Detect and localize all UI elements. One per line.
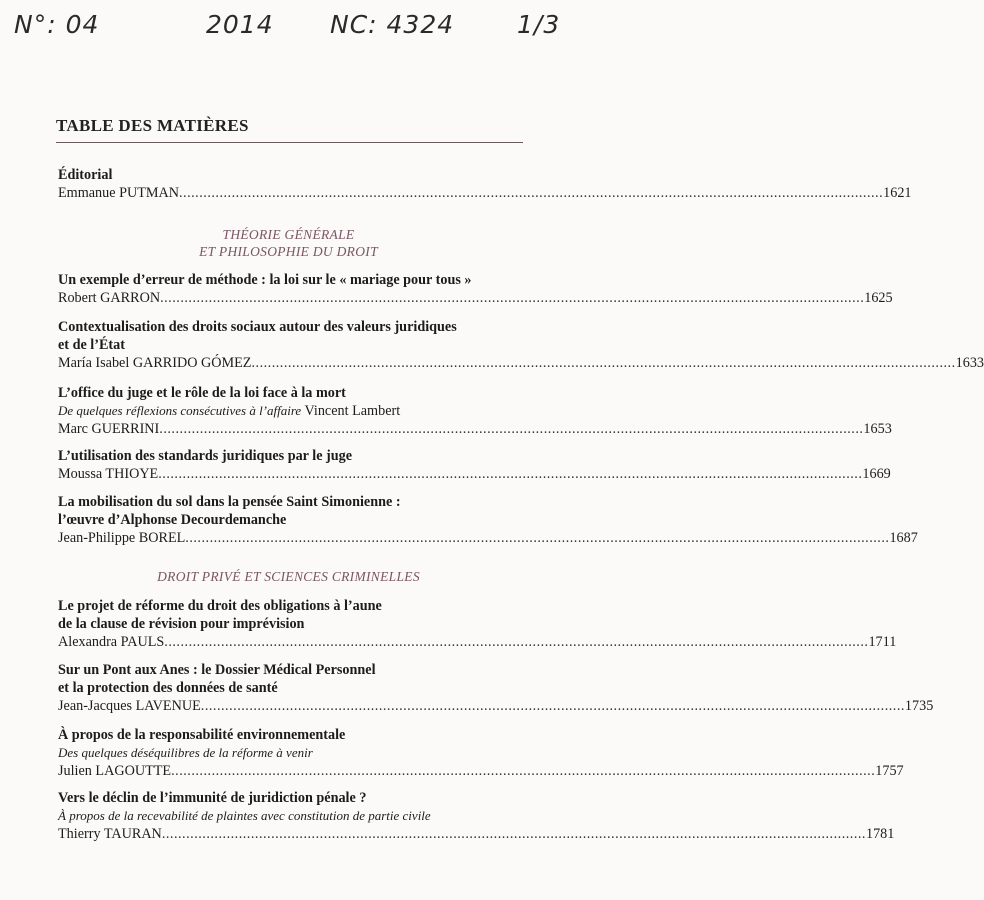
entry-title: L’office du juge et le rôle de la loi face à la mort bbox=[58, 385, 346, 401]
entry-page: 1781 bbox=[865, 826, 895, 842]
handwritten-year: 2014 bbox=[206, 10, 274, 39]
toc-entry bbox=[58, 493, 918, 547]
toc-entry bbox=[58, 384, 892, 438]
entry-author: Jean-Jacques LAVENUE bbox=[58, 698, 201, 714]
dot-leader: .............................................................................................................................................................................. bbox=[185, 530, 890, 546]
toc-entry bbox=[58, 789, 895, 843]
dot-leader: .............................................................................................................................................................................. bbox=[171, 763, 876, 779]
entry-title: Le projet de réforme du droit des obligations à l’aune bbox=[58, 598, 382, 614]
entry-title: Éditorial bbox=[58, 167, 113, 183]
handwritten-code: NC: 4324 bbox=[330, 10, 455, 39]
entry-author-line bbox=[58, 420, 892, 438]
dot-leader: .............................................................................................................................................................................. bbox=[164, 634, 869, 650]
entry-subtitle-tail: Vincent Lambert bbox=[301, 403, 401, 419]
entry-title: de la clause de révision pour imprévision bbox=[58, 616, 305, 632]
entry-author-line bbox=[58, 633, 897, 651]
dot-leader: .............................................................................................................................................................................. bbox=[200, 698, 905, 714]
entry-title: La mobilisation du sol dans la pensée Saint Simonienne : bbox=[58, 494, 401, 510]
entry-author: Jean-Philippe BOREL bbox=[58, 530, 186, 546]
dot-leader: .............................................................................................................................................................................. bbox=[161, 826, 866, 842]
entry-page: 1653 bbox=[863, 421, 892, 437]
entry-author: María Isabel GARRIDO GÓMEZ bbox=[58, 355, 252, 371]
entry-title: l’œuvre d’Alphonse Decourdemanche bbox=[58, 512, 287, 528]
entry-page: 1633 bbox=[955, 355, 984, 371]
entry-author: Moussa THIOYE bbox=[58, 466, 159, 482]
entry-author-line bbox=[58, 762, 904, 780]
handwritten-issue-number: N°: 04 bbox=[14, 10, 100, 39]
dot-leader: .............................................................................................................................................................................. bbox=[160, 290, 865, 306]
entry-title: et la protection des données de santé bbox=[58, 680, 278, 696]
entry-title: Contextualisation des droits sociaux autour des valeurs juridiques bbox=[58, 319, 457, 335]
entry-title: Sur un Pont aux Anes : le Dossier Médical Personnel bbox=[58, 662, 376, 678]
entry-author-line bbox=[58, 697, 934, 715]
entry-author: Julien LAGOUTTE bbox=[58, 763, 172, 779]
entry-title: et de l’État bbox=[58, 337, 125, 353]
entry-author-line bbox=[58, 825, 895, 843]
dot-leader: .............................................................................................................................................................................. bbox=[158, 466, 863, 482]
entry-page: 1711 bbox=[868, 634, 897, 650]
entry-author-line bbox=[58, 184, 912, 202]
toc-entry bbox=[58, 447, 891, 483]
entry-title: À propos de la responsabilité environnementale bbox=[58, 727, 346, 743]
entry-author-line bbox=[58, 529, 918, 547]
entry-page: 1735 bbox=[904, 698, 934, 714]
toc-entry bbox=[58, 597, 897, 651]
section-heading-line: DROIT PRIVÉ ET SCIENCES CRIMINELLES bbox=[157, 569, 420, 584]
entry-author-line bbox=[58, 289, 893, 307]
entry-title: Vers le déclin de l’immunité de juridiction pénale ? bbox=[58, 790, 367, 806]
section-heading-theorie bbox=[56, 226, 521, 260]
dot-leader: .............................................................................................................................................................................. bbox=[251, 355, 956, 371]
toc-entry bbox=[58, 726, 904, 780]
toc-entry-editorial bbox=[58, 166, 912, 202]
entry-page: 1669 bbox=[862, 466, 891, 482]
entry-author: Emmanue PUTMAN bbox=[58, 185, 179, 201]
entry-page: 1757 bbox=[875, 763, 904, 779]
toc-entry bbox=[58, 318, 984, 372]
section-heading-droit-prive bbox=[56, 568, 521, 585]
entry-page: 1621 bbox=[883, 185, 912, 201]
entry-author: Thierry TAURAN bbox=[58, 826, 162, 842]
entry-title: Un exemple d’erreur de méthode : la loi sur le « mariage pour tous » bbox=[58, 272, 472, 288]
page-title: TABLE DES MATIÈRES bbox=[56, 116, 249, 135]
toc-entry bbox=[58, 661, 934, 715]
section-heading-line: THÉORIE GÉNÉRALE bbox=[222, 227, 355, 242]
entry-author-line bbox=[58, 465, 891, 483]
entry-subtitle: Des quelques déséquilibres de la réforme à venir bbox=[58, 745, 313, 760]
entry-subtitle: De quelques réflexions consécutives à l’affaire bbox=[58, 403, 302, 418]
dot-leader: .............................................................................................................................................................................. bbox=[159, 421, 864, 437]
entry-title: L’utilisation des standards juridiques par le juge bbox=[58, 448, 353, 464]
toc-entry bbox=[58, 271, 893, 307]
handwritten-sheet: 1/3 bbox=[517, 10, 561, 39]
entry-subtitle-line bbox=[58, 402, 523, 420]
title-divider bbox=[56, 142, 523, 143]
entry-author: Marc GUERRINI bbox=[58, 421, 160, 437]
entry-author-line bbox=[58, 354, 984, 372]
section-heading-line: ET PHILOSOPHIE DU DROIT bbox=[199, 244, 378, 259]
entry-author: Robert GARRON bbox=[58, 290, 161, 306]
entry-page: 1687 bbox=[889, 530, 918, 546]
entry-subtitle: À propos de la recevabilité de plaintes avec constitution de partie civile bbox=[58, 808, 431, 823]
dot-leader: .............................................................................................................................................................................. bbox=[178, 185, 884, 201]
entry-author: Alexandra PAULS bbox=[58, 634, 165, 650]
entry-page: 1625 bbox=[864, 290, 893, 306]
